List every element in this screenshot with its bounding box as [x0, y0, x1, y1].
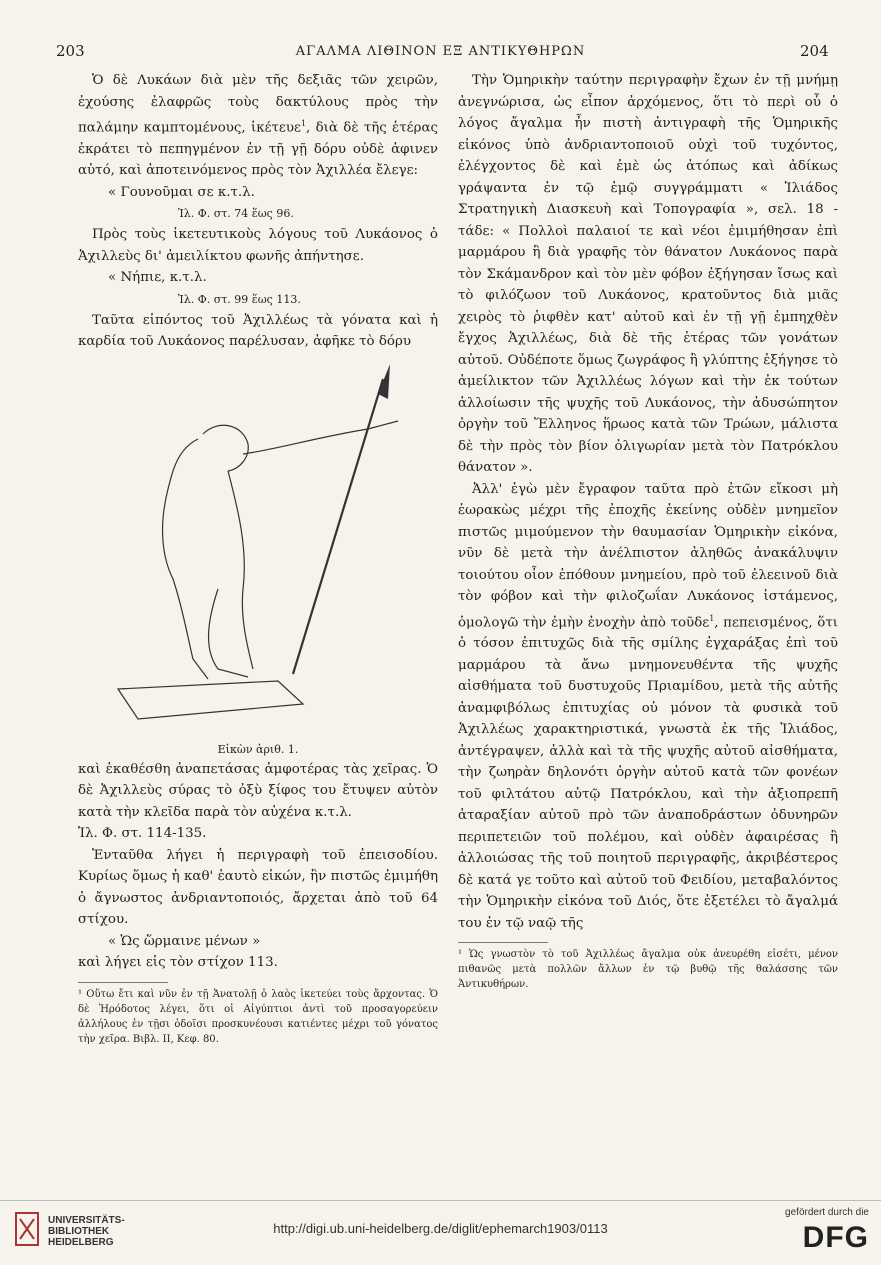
left-paragraph-3: Ταῦτα εἰπόντος τοῦ Ἀχιλλέως τὰ γόνατα καὶ ἡ καρδία τοῦ Λυκάονος παρέλυσαν, ἀφῆκε τὸ δόρυ: [78, 312, 438, 350]
library-name-line-2: BIBLIOTHEK: [48, 1226, 110, 1237]
footnote-ref: 1: [300, 119, 307, 128]
statue-back: [163, 439, 208, 679]
statue-front: [228, 471, 253, 669]
dfg-logo: DFG: [802, 1221, 869, 1254]
footnote-left: ¹ Οὕτω ἔτι καὶ νῦν ἐν τῇ Ἀνατολῇ ὁ λαὸς ἱκετεύει τοὺς ἄρχοντας. Ὁ δὲ Ἡρόδοτος λέγει, ὅτι οἱ Αἰγύπτιοι ἀντὶ τοῦ προσαγορεύειν ἀλλήλους ἐν τῇσι ὁδοῖσι προσκυνέουσι κατιέντες μέχρι τοῦ γόνατος τὴν χεῖρα. Βιβλ. ΙΙ, Κεφ. 80.: [78, 988, 438, 1045]
left-paragraph-4: καὶ ἐκαθέσθη ἀναπετάσας ἀμφοτέρας τὰς χεῖρας. Ὁ δὲ Ἀχιλλεὺς σύρας τὸ ὀξὺ ξίφος του ἔτυψεν αὐτὸν κατὰ τὴν κλεῖδα παρὰ τὸν αὐχένα κ.τ.λ.: [78, 761, 438, 820]
right-paragraph-2: [458, 479, 838, 935]
page-number-left: 203: [56, 42, 85, 60]
right-column: [458, 70, 838, 992]
left-paragraph-5: Ἐνταῦθα λήγει ἡ περιγραφὴ τοῦ ἐπεισοδίου. Κυρίως ὅμως ἡ καθ' ἑαυτὸ εἰκών, ἣν πιστῶς ἐμιμήθη ὁ ἄγνωστος ἀνδριαντοποιός, ἄρχεται ἀπὸ τοῦ 64 στίχου.: [78, 847, 438, 928]
citation-3: Ἰλ. Φ. στ. 114-135.: [78, 826, 207, 842]
right-p2-text: Ἀλλ' ἐγὼ μὲν ἔγραφον ταῦτα πρὸ ἐτῶν εἴκοσι μὴ ἑωρακὼς μέχρι τῆς ἐποχῆς ἐκείνης οὐδὲν μνημεῖον πιστῶς μιμούμενον τὴν θαυμασίαν Ὁμηρικὴν εἰκόνα, νῦν δὲ μετὰ τὴν ἀνέλπιστον ἀληθῶς ἀνακάλυψιν τοιούτου οἷον ἐπόθουν μνημείου, πρὸ τοῦ ἐλεεινοῦ διὰ τὸν φόβον καὶ τὴν φιλοζωΐαν Λυκάονος ἱστάμενος, ὁμολογῶ τὴν ἐμὴν ἐνοχὴν ἀπὸ τοῦδε: [458, 481, 838, 630]
quote-3: « Ὡς ὥρμαινε μένων »: [108, 933, 261, 949]
statue-head: [203, 425, 248, 471]
statue-figure: [78, 359, 438, 759]
footnote-rule-left: [78, 982, 168, 983]
running-title: ΑΓΑΛΜΑ ΛΙΘΙΝΟΝ ΕΞ ΑΝΤΙΚΥΘΗΡΩΝ: [295, 44, 586, 59]
quote-1: « Γουνοῦμαι σε κ.τ.λ.: [108, 184, 255, 200]
citation-1: Ἰλ. Φ. στ. 74 ἕως 96.: [178, 207, 294, 221]
statue-arm: [243, 421, 398, 454]
digitization-footer: [0, 1200, 881, 1265]
left-paragraph-6: καὶ λήγει εἰς τὸν στίχον 113.: [78, 955, 278, 971]
left-column: [78, 70, 438, 1047]
left-paragraph-2: Πρὸς τοὺς ἱκετευτικοὺς λόγους τοῦ Λυκάονος ὁ Ἀχιλλεὺς δι' ἀμειλίκτου φωνῆς ἀπήντησε.: [78, 227, 438, 264]
footnote-right: ¹ Ὡς γνωστὸν τὸ τοῦ Ἀχιλλέως ἄγαλμα οὐκ ἀνευρέθη εἰσέτι, μένον πιθανῶς μετὰ πολλῶν ἄλλων ἐν τῷ βυθῷ τῆς θαλάσσης τῶν Ἀντικυθήρων.: [458, 949, 838, 991]
funder-note: gefördert durch die: [785, 1207, 869, 1218]
spear-tip: [378, 364, 390, 399]
footnote-rule-right: [458, 942, 548, 943]
spear: [293, 379, 383, 674]
left-p1-text: Ὁ δὲ Λυκάων διὰ μὲν τῆς δεξιᾶς τῶν χειρῶν, ἐχούσης ἐλαφρῶς τοὺς δακτύλους πρὸς τὴν παλάμην καμπτομένους, ἱκέτευε: [78, 73, 438, 136]
source-url-link[interactable]: http://digi.ub.uni-heidelberg.de/diglit/ephemarch1903/0113: [273, 1221, 608, 1236]
left-p1-text-cont: , διὰ δὲ τῆς ἑτέρας ἐκράτει τὸ πεπηγμένον ἐν τῇ γῇ δόρυ οὐδὲ ἀφινεν αὐτό, καὶ ἀποτεινόμενος πρὸς τὸν Ἀχιλλέα ἔλεγε:: [78, 120, 438, 179]
left-paragraph-1: [78, 70, 438, 182]
library-name-line-3: HEIDELBERG: [48, 1237, 114, 1248]
library-name-line-1: UNIVERSITÄTS-: [48, 1215, 125, 1226]
footnote-ref-right: 1: [709, 613, 715, 623]
citation-2: Ἰλ. Φ. στ. 99 ἕως 113.: [178, 292, 301, 306]
right-p2-text-cont: , πεπεισμένος, ὅτι ὁ τόσον ἐπιτυχῶς διὰ τῆς σμίλης ἐγχαράξας ἐπὶ τοῦ μαρμάρου τὰ ἄνω μνημονευθέντα τῆς ψυχῆς αἰσθήματα τοῦ δυστυχοῦς Πριαμίδου, μετὰ τῆς αὐτῆς ἀναμφιβόλως ἐπιτυχίας οὐ μόνον τὰ φυσικὰ τοῦ Ἀχιλλέως χαρακτηριστικά, γνωστὰ ἐκ τῆς Ἰλιάδος, ἀντέγραψεν, ἀλλὰ καὶ τὰ τῆς ψυχῆς αὐτοῦ αἰσθήματα, τὴν ζωηρὰν δηλονότι ὀργὴν αὐτοῦ κατὰ τῶν φονέων τοῦ φιλτάτου αὐτῷ Πατρόκλου, καὶ τὴν ἀξιοπρεπῆ ἀταραξίαν αὐτοῦ πρὸ τῶν ἀναποδράστων ὀδυνηρῶν περιπετειῶν τοῦ πολέμου, καὶ οὐδὲν ἀφαιρέσας ἢ ἀλλοιώσας τῆς τοῦ ποιητοῦ περιγραφῆς, ἀκριβέστερος δὲ κατά γε τοῦτο καὶ αὐτοῦ τοῦ Φειδίου, μεταβαλόντος τὴν Ὁμηρικὴν εἰκόνα τοῦ Διός, ὅτε ἐξετέλει τὸ ἄγαλμά του ἐν τῷ ναῷ τῆς: [458, 614, 838, 931]
statue-base: [118, 681, 303, 719]
right-paragraph-1: Τὴν Ὁμηρικὴν ταύτην περιγραφὴν ἔχων ἐν τῇ μνήμῃ ἀνεγνώρισα, ὡς εἶπον ἀρχόμενος, ὅτι τὸ περὶ οὗ ὁ λόγος ἄγαλμα ἦν πιστὴ ἀντιγραφὴ τῆς Ὁμηρικῆς εἰκόνος ὑπὸ ἀνδριαντοποιοῦ οὐχὶ τοῦ τυχόντος, ἐλέγχοντος δὲ καὶ ἐμὲ ὡς ἀτόπως καὶ ἀδίκως γράψαντα ἐν τῷ ἐμῷ συγγράμματι « Ἰλιάδος Στρατηγικὴ Διασκευὴ καὶ Τοπογραφία », σελ. 18 - τάδε: « Πολλοὶ παλαιοί τε καὶ νέοι ἐμιμήθησαν ἐπὶ μαρμάρου ἢ διὰ γραφῆς τὸν θάνατον Λυκάονος παρὰ τὸν Σκάμανδρον καὶ τὸν μὲν φόβον ἐξήγησαν ἴσως καὶ τὸ φιλόζωον τοῦ Λυκάονος, κρατοῦντος διὰ μιᾶς χειρὸς τὸ ῥιφθὲν κατ' αὐτοῦ καὶ ἐν τῇ γῇ ἐμπηχθὲν ἔγχος Ἀχιλλέως, διὰ δὲ τῆς ἑτέρας τῶν γονάτων αὐτοῦ. Οὐδέποτε ὅμως ζωγράφος ἢ γλύπτης ἐξήγησε τὸ ἀμείλικτον τῶν Ἀχιλλέως λόγων καὶ τὴν ἐκ τούτων ἀλλοίωσιν τῆς ψυχῆς τοῦ Λυκάονος, τὴν ἀδυσώπητον ὀργὴν τοῦ Ἕλληνος ἥρωος κατὰ τῶν Τρώων, μάλιστα δὲ τὴν πρὸς τὸν βίον ὀλιγωρίαν μετὰ τὸν Πατρόκλου θάνατον ».: [458, 73, 838, 475]
quote-2: « Νήπιε, κ.τ.λ.: [108, 270, 207, 286]
statue-drawing: [78, 359, 438, 739]
figure-caption: Εἰκὼν ἀριθ. 1.: [217, 742, 299, 756]
page-number-right: 204: [800, 42, 829, 60]
